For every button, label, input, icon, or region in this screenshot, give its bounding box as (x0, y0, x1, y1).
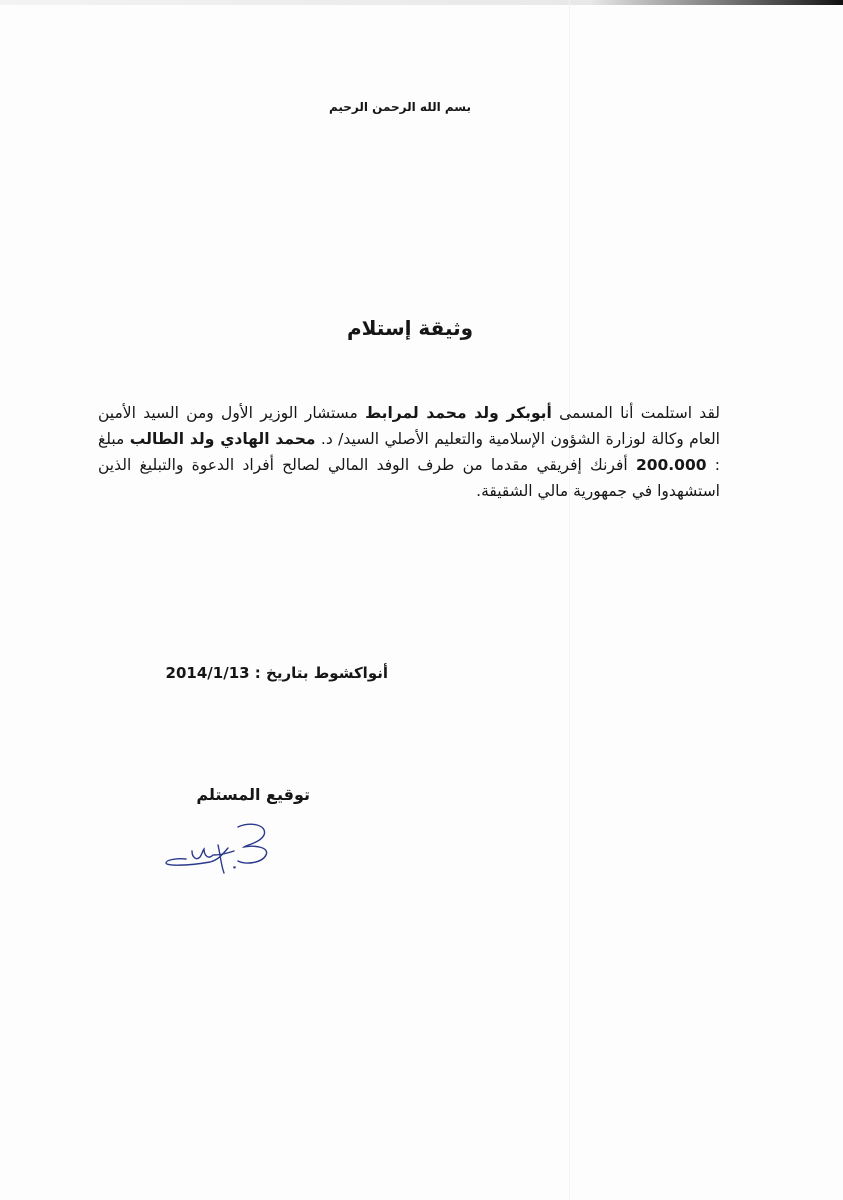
document-title: وثيقة إستلام (346, 316, 474, 340)
paper-fold-line (569, 0, 570, 1200)
recipient-name: أبوبكر ولد محمد لمرابط (365, 404, 552, 422)
basmala-header: بسم الله الرحمن الرحيم (328, 100, 472, 114)
scan-edge (0, 0, 843, 5)
place-date-label: أنواكشوط بتاريخ : (249, 664, 388, 682)
body-intro: لقد استلمت أنا المسمى (551, 404, 721, 422)
date-value: 2014/1/13 (165, 664, 250, 682)
giver-name: محمد الهادي ولد الطالب (129, 430, 316, 448)
receipt-body (98, 400, 720, 504)
recipient-role: مستشار الوزير الأول ومن السيد الأمين العام وكالة لوزارة الشؤون الإسلامية والتعليم الأصلي السيد/ د. (98, 404, 720, 448)
amount-label: مبلغ : (98, 430, 721, 474)
place-date-line (128, 664, 388, 682)
purpose-text: أفرنك إفريقي مقدما من طرف الوفد المالي لصالح أفراد الدعوة والتبليغ الذين استشهدوا في جمهورية مالي الشقيقة. (98, 456, 720, 500)
handwritten-signature (158, 815, 293, 885)
amount-value: 200.000 (635, 456, 707, 474)
signature-label: توقيع المستلم (196, 785, 310, 804)
